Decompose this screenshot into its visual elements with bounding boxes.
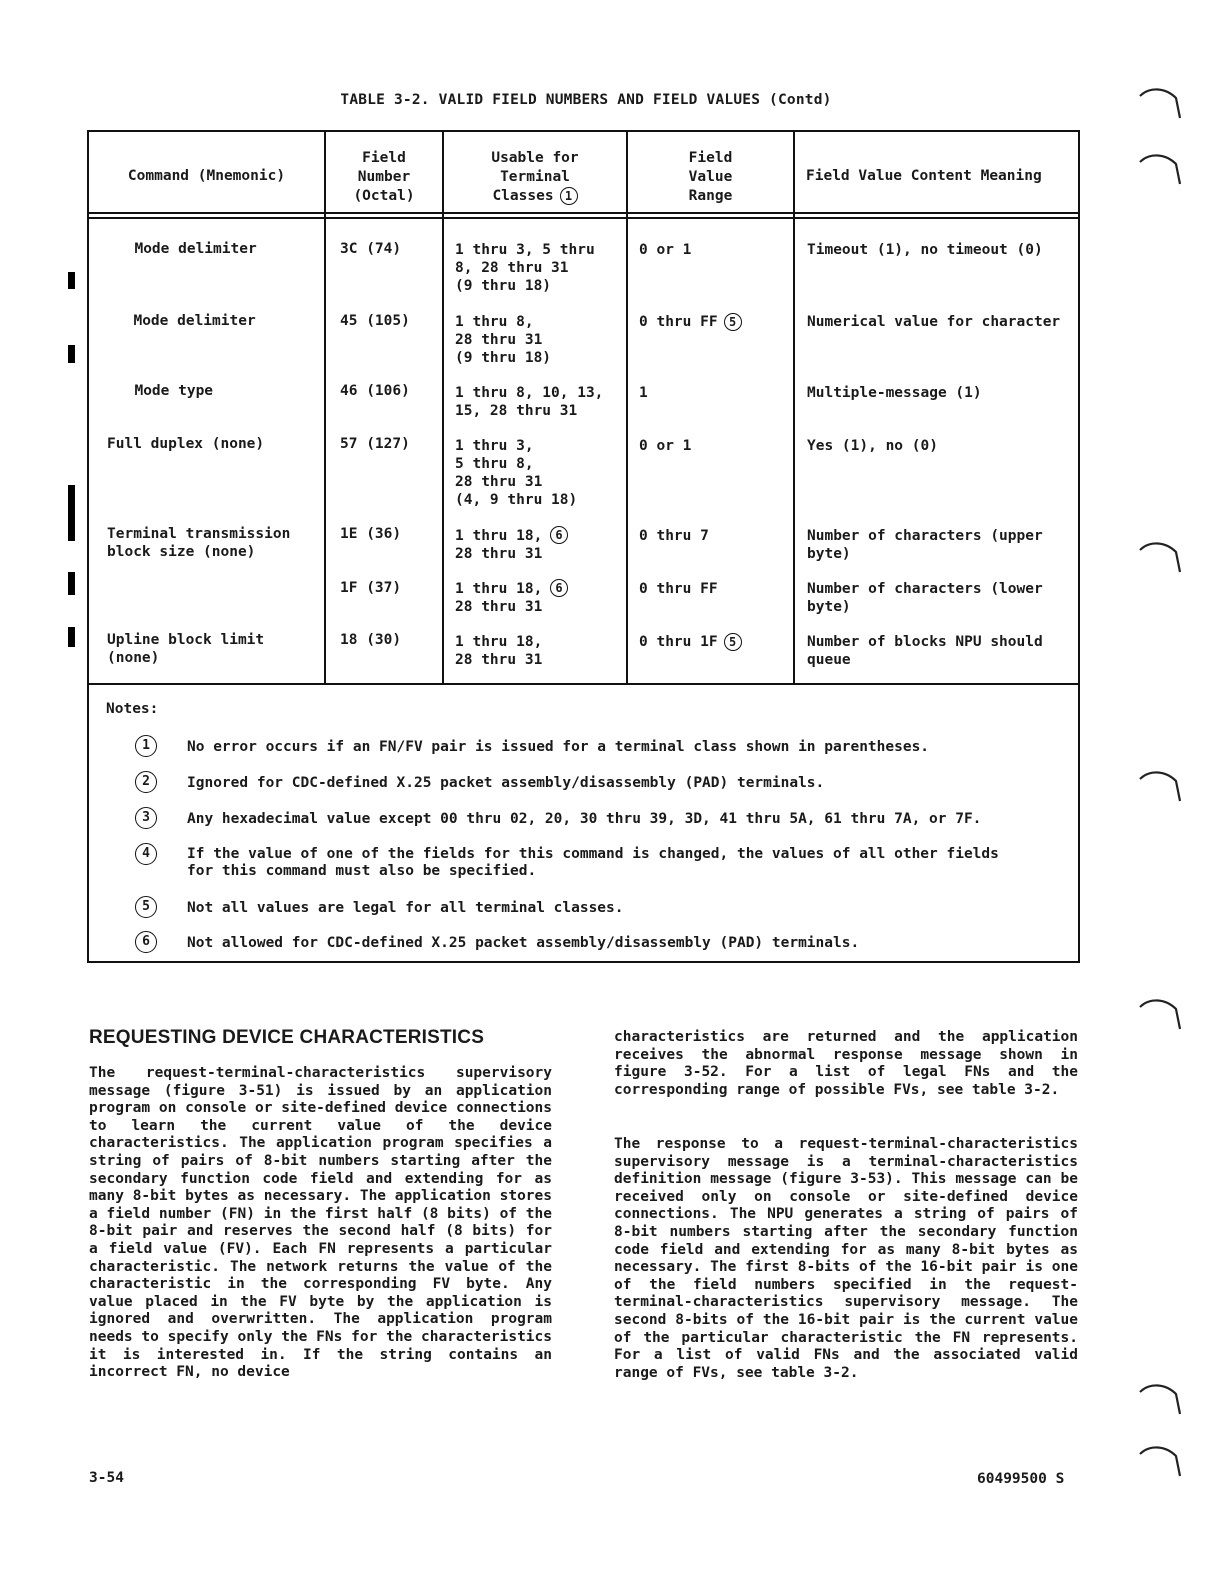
- row-field-number: 18 (30): [340, 632, 402, 648]
- note-text: Not allowed for CDC-defined X.25 packet assembly/disassembly (PAD) terminals.: [187, 935, 860, 951]
- note-text: Not all values are legal for all terminal classes.: [187, 900, 624, 916]
- note-ref-icon: 1: [560, 187, 578, 205]
- left-paragraph: The request-terminal-characteristics supervisory message (figure 3-51) is issued by an application program on console or site-defined device connections to learn the current value of the device characteristics. The application program specifies a string of pairs of 8-bit numbers starting after the secondary function code field and extending for as many 8-bit bytes as necessary. The application stores a field number (FN) in the first half (8 bits) of the 8-bit pair and reserves the second half (8 bits) for a field value (FV). Each FN represents a particular characteristic. The network returns the value of the characteristic in the corresponding FV byte. Any value placed in the FV byte by the application is ignored and overwritten. The application program needs to specify only the FNs for the characteristics it is interested in. If the string contains an incorrect FN, no device: [89, 1065, 552, 1381]
- header-meaning: Field Value Content Meaning: [806, 168, 1042, 184]
- row-field-number: 46 (106): [340, 383, 410, 399]
- table-caption: TABLE 3-2. VALID FIELD NUMBERS AND FIELD VALUES (Contd): [340, 92, 832, 108]
- punch-hole-icon: [1136, 993, 1186, 1033]
- row-range: 1: [639, 385, 648, 401]
- punch-hole-icon: [1136, 765, 1186, 805]
- change-bar: [68, 572, 75, 595]
- row-command: Upline block limit (none): [107, 632, 265, 666]
- note-text: No error occurs if an FN/FV pair is issued for a terminal class shown in parentheses.: [187, 739, 930, 755]
- notes-label: Notes:: [106, 701, 159, 717]
- note-ref-icon: 5: [724, 633, 742, 651]
- header-rule: [88, 217, 1079, 219]
- note-number-icon: 6: [135, 931, 157, 953]
- header-rule: [88, 212, 1079, 214]
- row-meaning: Number of characters (lower byte): [807, 581, 1043, 615]
- row-usable: 1 thru 8, 28 thru 31 (9 thru 18): [455, 314, 552, 366]
- row-range: 0 thru FF 5: [639, 313, 742, 331]
- row-meaning: Multiple-message (1): [807, 385, 982, 401]
- row-usable: 1 thru 8, 10, 13, 15, 28 thru 31: [455, 385, 604, 419]
- right-paragraph-1: characteristics are returned and the application receives the abnormal response message shown in figure 3-52. For a list of legal FNs and the corresponding range of possible FVs, see table 3-2.: [614, 1029, 1078, 1098]
- change-bar: [68, 345, 75, 363]
- row-range: 0 or 1: [639, 242, 692, 258]
- row-usable: 1 thru 18, 28 thru 31: [455, 528, 543, 562]
- note-ref-icon: 6: [550, 579, 568, 597]
- row-range: 0 thru 7: [639, 528, 709, 544]
- row-field-number: 1F (37): [340, 580, 402, 596]
- row-command: Mode type: [117, 383, 214, 399]
- note-number-icon: 2: [135, 771, 157, 793]
- right-paragraph-2: The response to a request-terminal-characteristics supervisory message is a terminal-characteristics definition message (figure 3-53). This message can be received only on console or site-defined device connections. The NPU generates a string of pairs of 8-bit numbers starting after the secondary function code field and extending for as many 8-bit bytes as necessary. The first 8-bits of the 16-bit pair is one of the field numbers specified in the request-terminal-characteristics supervisory message. The second 8-bits of the 16-bit pair is the current value of the particular characteristic the FN represents. For a list of valid FNs and the associated valid range of FVs, see table 3-2.: [614, 1136, 1078, 1381]
- row-meaning: Numerical value for character: [807, 314, 1061, 330]
- note-ref-icon: 6: [550, 526, 568, 544]
- header-field-number: Field Number (Octal): [353, 150, 415, 204]
- row-field-number: 45 (105): [340, 313, 410, 329]
- row-usable: 1 thru 3, 5 thru 8, 28 thru 31 (4, 9 thru 18): [455, 438, 578, 508]
- change-bar: [68, 627, 75, 647]
- note-number-icon: 5: [135, 896, 157, 918]
- header-command: Command (Mnemonic): [127, 168, 286, 184]
- change-bar: [68, 485, 75, 541]
- note-text: Ignored for CDC-defined X.25 packet assembly/disassembly (PAD) terminals.: [187, 775, 825, 791]
- row-usable: 1 thru 3, 5 thru 8, 28 thru 31 (9 thru 18): [455, 242, 595, 294]
- change-bar: [68, 272, 75, 289]
- row-range: 0 thru FF: [639, 581, 718, 597]
- document-number: 60499500 S: [977, 1471, 1065, 1487]
- page-number: 3-54: [89, 1470, 124, 1486]
- row-meaning: Timeout (1), no timeout (0): [807, 242, 1043, 258]
- row-meaning: Yes (1), no (0): [807, 438, 938, 454]
- punch-hole-icon: [1136, 536, 1186, 576]
- row-field-number: 3C (74): [340, 241, 402, 257]
- note-number-icon: 4: [135, 843, 157, 865]
- row-meaning: Number of characters (upper byte): [807, 528, 1043, 562]
- note-number-icon: 1: [135, 735, 157, 757]
- section-heading: REQUESTING DEVICE CHARACTERISTICS: [89, 1027, 485, 1048]
- row-usable: 1 thru 18, 28 thru 31: [455, 581, 543, 615]
- punch-hole-icon: [1136, 82, 1186, 122]
- row-range: 0 thru 1F 5: [639, 633, 742, 651]
- row-command: Full duplex (none): [107, 436, 265, 452]
- punch-hole-icon: [1136, 148, 1186, 188]
- note-ref-icon: 5: [724, 313, 742, 331]
- row-command: Mode delimiter: [117, 241, 257, 257]
- note-number-icon: 3: [135, 807, 157, 829]
- row-range: 0 or 1: [639, 438, 692, 454]
- row-command: Mode delimiter: [116, 313, 256, 329]
- row-usable: 1 thru 18, 28 thru 31: [455, 634, 543, 668]
- row-field-number: 1E (36): [340, 526, 402, 542]
- header-usable-classes: Usable for Terminal Classes 1: [491, 150, 579, 204]
- row-command: Terminal transmission block size (none): [107, 526, 291, 560]
- punch-hole-icon: [1136, 1440, 1186, 1480]
- note-text: If the value of one of the fields for this command is changed, the values of all other fields for this command must also be specified.: [187, 846, 999, 879]
- punch-hole-icon: [1136, 1378, 1186, 1418]
- note-text: Any hexadecimal value except 00 thru 02, 20, 30 thru 39, 3D, 41 thru 5A, 61 thru 7A, or 7F.: [187, 811, 982, 827]
- header-value-range: Field Value Range: [688, 150, 733, 204]
- row-field-number: 57 (127): [340, 436, 410, 452]
- notes-rule: [88, 683, 1079, 685]
- row-meaning: Number of blocks NPU should queue: [807, 634, 1043, 668]
